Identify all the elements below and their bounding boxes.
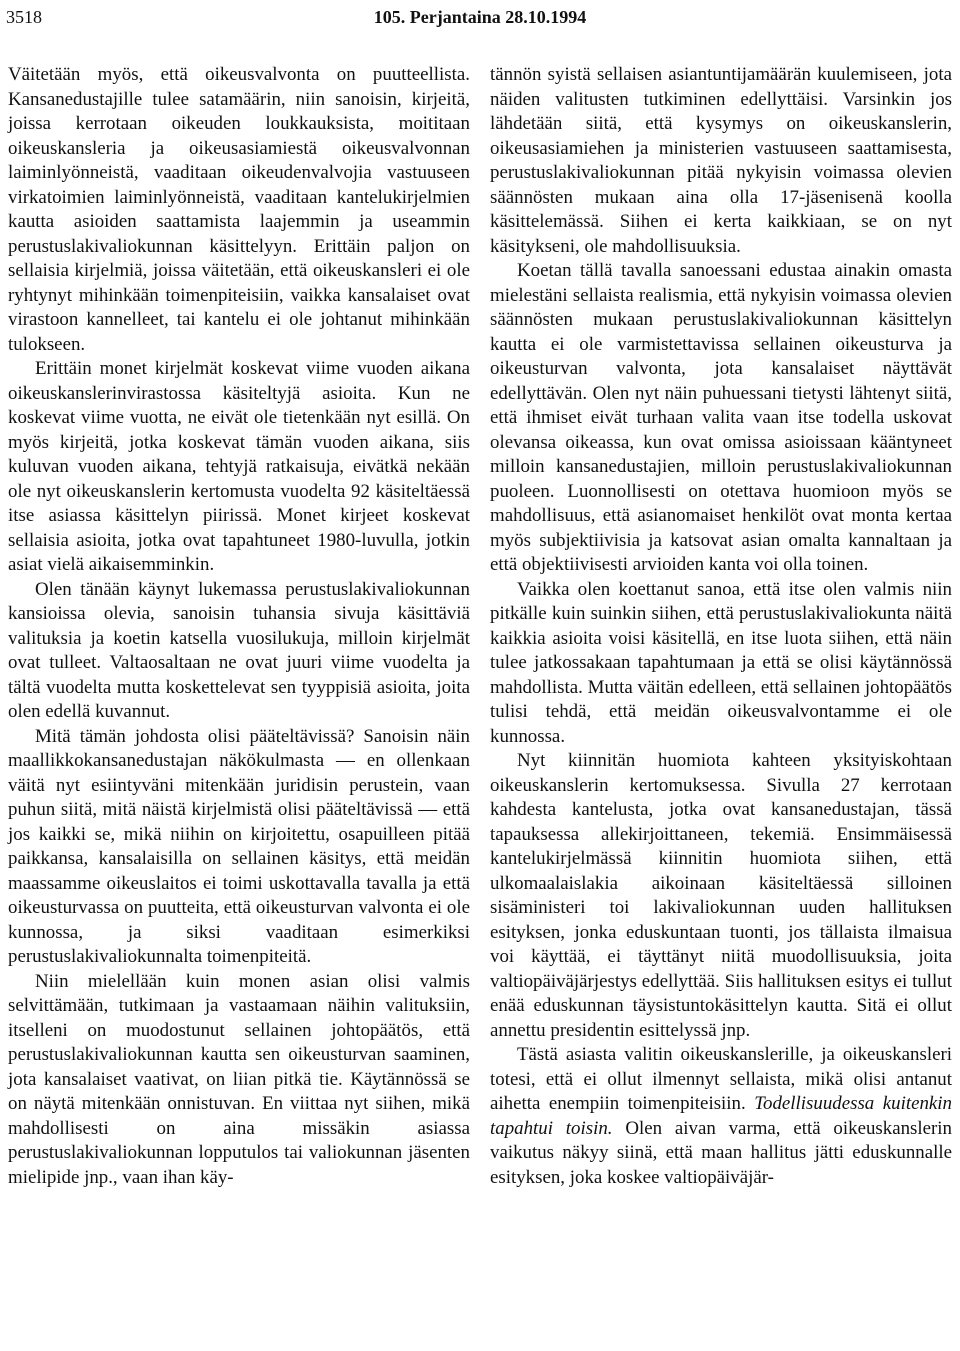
right-column xyxy=(490,63,952,1190)
paragraph xyxy=(490,1043,952,1190)
paragraph: Mitä tämän johdosta olisi pääteltävissä? Sanoisin näin maallikkokansanedustajan näkökulmasta — en ollenkaan väitä nyt esiintyväni mitenkään juridisin perustein, vaan puhun siitä, mitä näistä kirjelmistä olisi pääteltävissä — että jos kaikki se, mikä niihin on kirjoitettu, osapuilleen pitää paikkansa, kansalaisilla on sellainen käsitys, että meidän maassamme oikeuslaitos ei toimi uskottavalla tavalla ja että oikeusturvassa on puutteita, että oikeusturvan valvonta ei ole kunnossa, ja siksi vaaditaan esimerkiksi perustuslakivaliokunnalta toimenpiteitä. xyxy=(8,725,470,967)
running-head: 105. Perjantaina 28.10.1994 xyxy=(373,7,587,27)
italic-text: Todellisuudessa kuitenkin tapahtui toisin. xyxy=(490,1093,952,1139)
page-header xyxy=(6,4,954,30)
paragraph: Niin mielellään kuin monen asian olisi valmis selvittämään, tutkimaan ja vastaamaan näihin valituksiin, itselleni on muodostunut sellainen johtopäätös, että perustuslakivaliokunnan kautta sen oikeusturvan saaminen, jota kansalaiset vaativat, on liian pitkä tie. Käytännössä se on näytä mitenkään onnistuvan. En viittaa nyt siihen, mikä mahdollisesti on aina missäkin asiassa perustuslakivaliokunnan lopputulos tai valiokunnan jäsenten mielipide jnp., vaan ihan käy- xyxy=(8,970,470,1188)
paragraph: tännön syistä sellaisen asiantuntijamäärän kuulemiseen, jota näiden valitusten tutkiminen edellyttäisi. Varsinkin jos lähdetään siitä, että kysymys on oikeuskanslerin, oikeusasiamiehen ja ministerien vastuuseen saattamisesta, perustuslakivaliokunnan pitää nykyisin voimassa olevien säännösten mukaan aina olla 17-jäsenisenä koolla käsittelemässä. Siihen ei kerta kaikkiaan, se on nyt käsitykseni, ole mahdollisuuksia. xyxy=(490,64,952,257)
paragraph: Koetan tällä tavalla sanoessani edustaa ainakin omasta mielestäni sellaista realismia, että nykyisin voimassa olevien säännösten mukaan perustuslakivaliokunnan käsittelyn kautta ei ole varmistettavissa sellainen oikeusturva ja oikeusturvan valvonta, jota kansalaiset näyttävät edellyttävän. Olen nyt näin puhuessani tietysti lähtenyt siitä, että ihmiset eivät turhaan valita vaan itse todella uskovat olevansa oikeassa, kun ovat omissa asioissaan kääntyneet milloin kansanedustajien, milloin perustuslakivaliokunnan puoleen. Luonnollisesti on otettava huomioon myös se mahdollisuus, että asianomaiset henkilöt ovat monta kertaa myös subjektiivisia ja katsovat asian omalta kannaltaan ja että objektiivisesti arvioiden kanta voi olla toinen. xyxy=(490,260,952,575)
left-column xyxy=(8,63,470,1190)
paragraph: Nyt kiinnitän huomiota kahteen yksityiskohtaan oikeuskanslerin kertomuksessa. Sivulla 27 kerrotaan kahdesta kantelusta, jotka ovat kansanedustajan, tässä tapauksessa allekirjoittaneen, tekemiä. Ensimmäisessä kantelukirjelmässä kiinnitin huomiota siihen, että ulkomaalaislakia aikoinaan käsiteltäessä silloinen sisäministeri toi lakivaliokunnan uuden hallituksen esityksen, jonka eduskuntaan tuonti, jos tällaista ilmaisua voi käyttää, ei täyttänyt niitä muodollisuuksia, joita valtiopäiväjärjestys edellyttää. Siis hallituksen esitys ei tullut enää eduskunnan täysistuntokäsittelyn kautta. Sitä ei ollut annettu presidentin esittelyssä jnp. xyxy=(490,750,952,1041)
page-number: 3518 xyxy=(6,7,42,27)
paragraph: Väitetään myös, että oikeusvalvonta on puutteellista. Kansanedustajille tulee satamäärin, niin sanoisin, kirjeitä, joissa kerrotaan oikeuden loukkauksista, moititaan oikeuskansleria ja oikeusasiamiestä oikeusvalvonnan laiminlyönneistä, vaaditaan oikeudenvalvojia vastuuseen virkatoimien laiminlyönneistä, vaaditaan kantelukirjelmien kautta asioiden saattamista laajemmin ja useammin perustuslakivaliokunnan käsittelyyn. Erittäin paljon on sellaisia kirjelmiä, joissa väitetään, että oikeuskansleri ei ole ryhtynyt mihinkään toimenpiteisiin, vaikka kansalaiset ovat virastoon kannelleet, tai kantelu ei ole johtanut mihinkään tulokseen. xyxy=(8,64,470,355)
paragraph: Olen tänään käynyt lukemassa perustuslakivaliokunnan kansioissa olevia, sanoisin tuhansia sivuja käsittäviä valituksia ja koetin katsella vuosilukuja, milloin kirjelmät ovat tulleet. Valtaosaltaan ne ovat juuri viime vuodelta ja tältä vuodelta mutta koskettelevat sen tyyppisiä asioita, joita olen edellä kuvannut. xyxy=(8,578,470,722)
paragraph: Erittäin monet kirjelmät koskevat viime vuoden aikana oikeuskanslerinvirastossa käsiteltyjä asioita. Kun ne koskevat viime vuotta, ne eivät ole tietenkään nyt esillä. On myös kirjeitä, jotka koskevat tämän vuoden aikana, siis kuluvan vuoden aikana, tehtyjä ratkaisuja, eivätkä nekään ole nyt oikeuskanslerin kertomusta vuodelta 92 käsiteltäessä itse asiassa käsittelyn piirissä. Monet kirjeet koskevat sellaisia asioita, jotka ovat tapahtuneet 1980-luvulla, jotkin asiat vielä aikaisemminkin. xyxy=(8,358,470,575)
paragraph-text: Olen aivan varma, että oikeuskanslerin vaikutus näkyy siinä, että maan hallitus jätti eduskunnalle esityksen, joka koskee valtiopäiväjär- xyxy=(490,1117,953,1188)
paragraph-text: Tästä asiasta valitin oikeuskanslerille, ja oikeuskansleri totesi, että ei ollut ilmennyt sellaista, mikä olisi antanut aihetta enempiin toimenpiteisiin. xyxy=(490,1044,952,1114)
paragraph: Vaikka olen koettanut sanoa, että itse olen valmis niin pitkälle kuin suinkin siihen, että perustuslakivaliokunta näitä kaikkia asioita voisi käsitellä, en itse luota siihen, että näin tulee jatkossakaan tapahtumaan ja että se olisi käytännössä mahdollista. Mutta väitän edelleen, että sellainen johtopäätös tulisi tehdä, että meidän oikeusvalvontamme ei ole kunnossa. xyxy=(490,578,952,747)
